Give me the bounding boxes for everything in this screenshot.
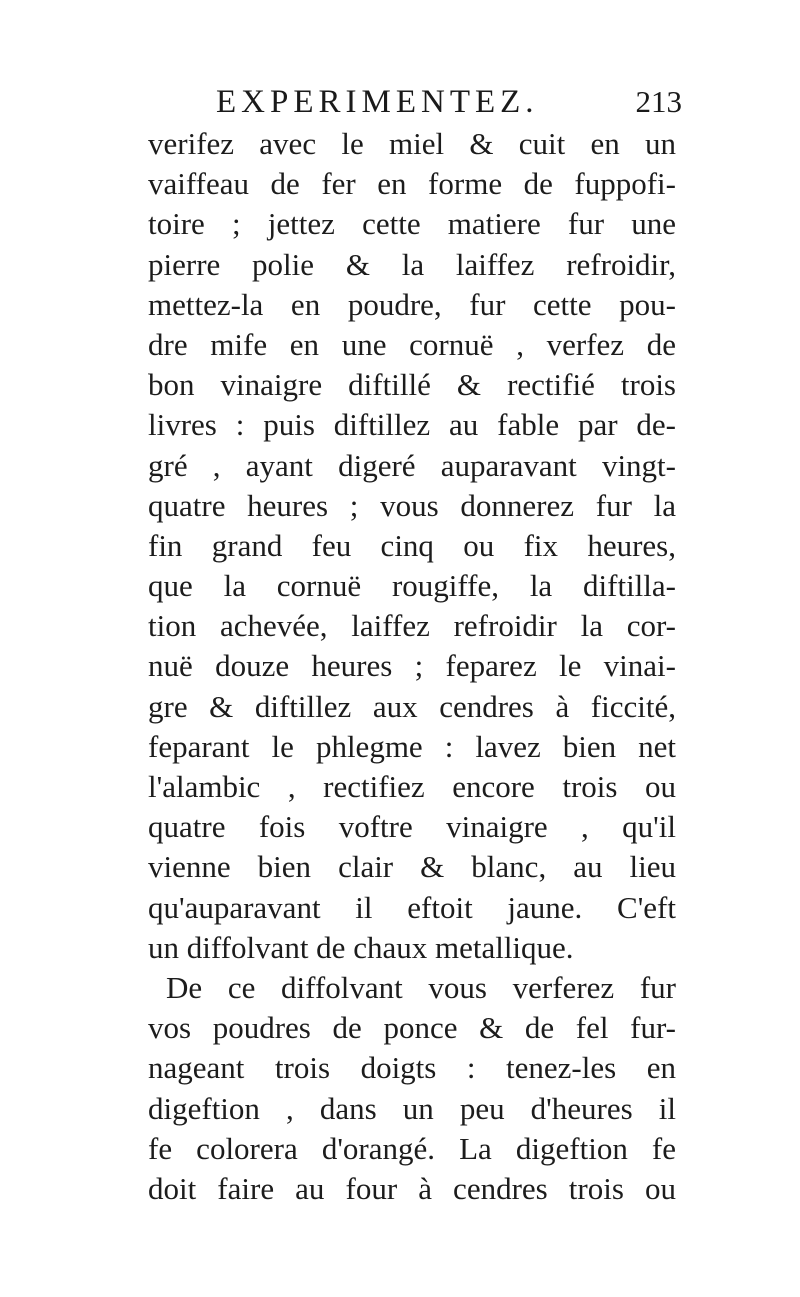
text-line: nuë douze heures ; feparez le vinai- [148, 648, 676, 684]
text-line: verifez avec le miel & cuit en un [148, 126, 676, 161]
text-line: digeftion , dans un peu d'heures il [148, 1090, 676, 1126]
text-line: livres : puis diftillez au fable par de- [148, 407, 676, 443]
text-line: gré , ayant digeré auparavant vingt- [148, 447, 676, 483]
text-line: doit faire au four à cendres trois ou [148, 1170, 676, 1206]
text-line: gre & diftillez aux cendres à ficcité, [148, 688, 676, 724]
text-line: fe colorera d'orangé. La digeftion fe [148, 1130, 676, 1166]
text-line: que la cornuë rougiffe, la diftilla- [148, 568, 676, 604]
text-line: pierre polie & la laiffez refroidir, [148, 246, 676, 282]
text-line: feparant le phlegme : lavez bien net [148, 728, 676, 764]
text-line: quatre fois voftre vinaigre , qu'il [148, 809, 676, 845]
text-line: dre mife en une cornuë , verfez de [148, 326, 676, 362]
text-line: nageant trois doigts : tenez-les en [148, 1050, 676, 1086]
text-line: l'alambic , rectifiez encore trois ou [148, 769, 676, 804]
text-line: mettez-la en poudre, fur cette pou- [148, 286, 676, 322]
text-line: tion achevée, laiffez refroidir la cor- [148, 608, 676, 644]
text-line: bon vinaigre diftillé & rectifié trois [148, 367, 676, 403]
running-head [148, 84, 688, 124]
body-text [148, 124, 676, 1209]
text-line: quatre heures ; vous donnerez fur la [148, 487, 676, 523]
text-line: qu'auparavant il eftoit jaune. C'eft [148, 889, 676, 925]
text-line: vaiffeau de fer en forme de fuppofi- [148, 166, 676, 202]
text-line: vienne bien clair & blanc, au lieu [148, 849, 676, 885]
page-number: 213 [635, 84, 682, 119]
running-title: EXPERIMENTEZ. [216, 84, 539, 120]
paragraph-start-line: De ce diffolvant vous verferez fur [166, 969, 676, 1005]
text-line: toire ; jettez cette matiere fur une [148, 206, 676, 242]
text-line: fin grand feu cinq ou fix heures, [148, 527, 676, 563]
text-line: vos poudres de ponce & de fel fur- [148, 1010, 676, 1046]
paragraph-end-line: un diffolvant de chaux metallique. [148, 929, 574, 965]
